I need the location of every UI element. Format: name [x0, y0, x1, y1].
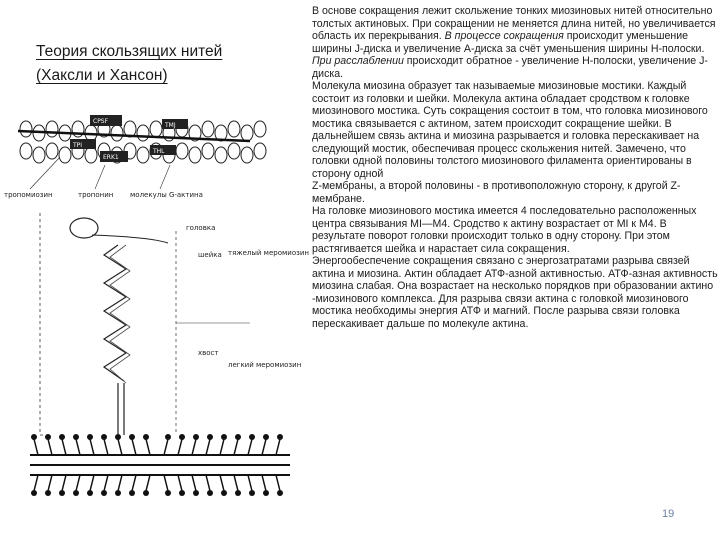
cross-bridge: [262, 475, 266, 491]
sliding-filament-diagram: [0, 105, 309, 500]
actin-bead: [189, 147, 201, 163]
paragraph-2: Молекула миозина образует так называемые миозиновые мостики. Каждый состоит из головки и шейки. Молекула актина обладает сродством к головке миозинового мостика. Суть сокращения состоит в том, что головка миозинового мостика связывается с актином, затем происходит сокращение шейки. В дальнейшем связь актина и миозина разрывается и головка перескакивает на следующий мостик, обеспечивая процесс скольжения нитей. Замечено, что головки одной половины толстого миозинового филамента ориентированы в сторону одной: [312, 80, 708, 180]
cross-bridge: [220, 475, 224, 491]
cross-bridge: [192, 475, 196, 491]
cross-bridge: [220, 439, 224, 455]
cross-bridge-head: [59, 434, 65, 440]
protein-box-label: THL: [153, 148, 165, 155]
cross-bridge-head: [235, 490, 241, 496]
cross-bridge-head: [207, 434, 213, 440]
actin-bead: [215, 147, 227, 163]
cross-bridge-head: [73, 490, 79, 496]
label-head: головка: [186, 224, 216, 232]
label-heavy-meromyosin: тяжелый меромиозин: [228, 249, 309, 257]
actin-bead: [228, 121, 240, 137]
actin-bead: [254, 121, 266, 137]
cross-bridge-head: [179, 434, 185, 440]
cross-bridge-head: [165, 434, 171, 440]
cross-bridge-head: [263, 434, 269, 440]
cross-bridge-head: [115, 434, 121, 440]
actin-bead: [241, 147, 253, 163]
paragraph-4: На головке миозинового мостика имеется 4 последовательно расположенных центра связывания MI—M4. Сродство к актину возрастает от MI к M4. В результате поворот головки происходит только в одну сторону. При этом растягивается шейка и нарастает сила сокращения.: [312, 205, 697, 255]
actin-bead: [111, 125, 123, 141]
cross-bridge-head: [249, 434, 255, 440]
cross-bridge: [90, 475, 94, 491]
actin-bead: [202, 143, 214, 159]
label-light-meromyosin: легкий меромиозин: [228, 361, 302, 369]
actin-bead: [202, 121, 214, 137]
myosin-labels: [176, 224, 309, 435]
paragraph-1: В основе сокращения лежит скольжение тонких миозиновых нитей относительно толстых актиновых. При сокращении не меняется длина нитей, но увеличивается область их перекрывания. В процессе сокращения происходит уменьшение ширины J-диска и увеличение А-диска за счёт уменьшения ширины Н-полоски. При расслаблении происходит обратное - увеличение Н-полоски, увеличение J-диска.: [312, 5, 716, 80]
label-tropomyosin: тропомиозин: [4, 191, 53, 199]
cross-bridge: [178, 439, 182, 455]
actin-bead: [137, 147, 149, 163]
paragraph-3: Z-мембраны, а второй половины - в противоположную сторону, к другой Z-мембране.: [312, 180, 681, 205]
cross-bridge: [62, 439, 66, 455]
cross-bridge-head: [59, 490, 65, 496]
cross-bridge: [276, 439, 280, 455]
cross-bridge-head: [73, 434, 79, 440]
myosin-head-link: [92, 235, 168, 243]
cross-bridge-head: [193, 434, 199, 440]
protein-box-label: CPSF: [93, 118, 109, 125]
actin-bead: [33, 147, 45, 163]
cross-bridge: [76, 439, 80, 455]
cross-bridge: [164, 439, 168, 455]
cross-bridge-head: [87, 434, 93, 440]
cross-bridge: [132, 439, 136, 455]
cross-bridge-head: [45, 490, 51, 496]
cross-bridge-head: [143, 434, 149, 440]
slide-body: [312, 5, 718, 330]
cross-bridge-head: [129, 490, 135, 496]
cross-bridge-head: [179, 490, 185, 496]
cross-bridge-head: [129, 434, 135, 440]
cross-bridge-head: [31, 434, 37, 440]
cross-bridge-head: [207, 490, 213, 496]
cross-bridge: [234, 475, 238, 491]
cross-bridge-head: [115, 490, 121, 496]
cross-bridge: [104, 439, 108, 455]
cross-bridge-head: [235, 434, 241, 440]
actin-filament: [20, 121, 266, 163]
cross-bridge: [62, 475, 66, 491]
protein-box-label: TPI: [73, 142, 83, 149]
actin-bead: [137, 125, 149, 141]
paragraph-5: Энергообеспечение сокращения связано с энергозатратами разрыва связей актина и миозина. Актин обладает АТФ-азной активностью. АТФ-азная активность миозина слабая. Она возрастает на несколько порядков при образовании актино -миозинового комплекса. Для разрыва связи актина с головкой миозинового мостика необходимы энергия АТФ и магний. После разрыва связи головка перескакивает дальше по молекуле актина.: [312, 255, 718, 330]
cross-bridge: [90, 439, 94, 455]
cross-bridge: [206, 439, 210, 455]
cross-bridge: [276, 475, 280, 491]
actin-bead: [46, 121, 58, 137]
cross-bridge: [262, 439, 266, 455]
actin-bead: [59, 147, 71, 163]
page-number: 19: [662, 508, 675, 520]
cross-bridge-head: [45, 434, 51, 440]
label-g-actin: молекулы G-актина: [130, 191, 203, 199]
actin-bead: [20, 143, 32, 159]
actin-bead: [46, 143, 58, 159]
cross-bridge-head: [87, 490, 93, 496]
cross-bridge: [48, 475, 52, 491]
actin-bead: [254, 143, 266, 159]
pointer-line: [30, 157, 60, 189]
cross-bridge: [146, 439, 150, 455]
protein-box-label: ERK1: [103, 154, 119, 161]
cross-bridge-head: [101, 434, 107, 440]
scale-bracket: [40, 213, 48, 435]
actin-bead: [176, 143, 188, 159]
cross-bridge-head: [165, 490, 171, 496]
cross-bridge: [48, 439, 52, 455]
cross-bridge: [206, 475, 210, 491]
cross-bridge: [178, 475, 182, 491]
actin-bead: [241, 125, 253, 141]
myosin-molecule: [40, 213, 168, 435]
pointer-line: [160, 165, 170, 189]
cross-bridge: [248, 475, 252, 491]
cross-bridge: [118, 475, 122, 491]
cross-bridge-head: [277, 434, 283, 440]
cross-bridge-head: [221, 434, 227, 440]
actin-bead: [228, 143, 240, 159]
pointer-line: [95, 165, 105, 189]
slide-title: Теория скользящих нитей (Хаксли и Хансон): [36, 43, 223, 84]
cross-bridge: [104, 475, 108, 491]
cross-bridge: [164, 475, 168, 491]
actin-bead: [20, 121, 32, 137]
cross-bridge-head: [263, 490, 269, 496]
myosin-neck-helix: [104, 245, 126, 381]
thick-filament: [30, 434, 290, 496]
label-troponin: тропонин: [78, 191, 114, 199]
cross-bridge-head: [101, 490, 107, 496]
label-tail: хвост: [198, 349, 219, 357]
actin-bead: [85, 147, 97, 163]
cross-bridge: [118, 439, 122, 455]
cross-bridge-head: [221, 490, 227, 496]
cross-bridge-head: [143, 490, 149, 496]
protein-box-label: TMJ: [165, 122, 176, 129]
cross-bridge-head: [277, 490, 283, 496]
cross-bridge: [248, 439, 252, 455]
cross-bridge-head: [31, 490, 37, 496]
cross-bridge-head: [249, 490, 255, 496]
cross-bridge: [76, 475, 80, 491]
cross-bridge: [192, 439, 196, 455]
cross-bridge: [34, 439, 38, 455]
cross-bridge-head: [193, 490, 199, 496]
cross-bridge: [234, 439, 238, 455]
cross-bridge: [132, 475, 136, 491]
cross-bridge: [34, 475, 38, 491]
actin-bead: [150, 121, 162, 137]
cross-bridge: [146, 475, 150, 491]
label-neck: шейка: [198, 251, 222, 259]
